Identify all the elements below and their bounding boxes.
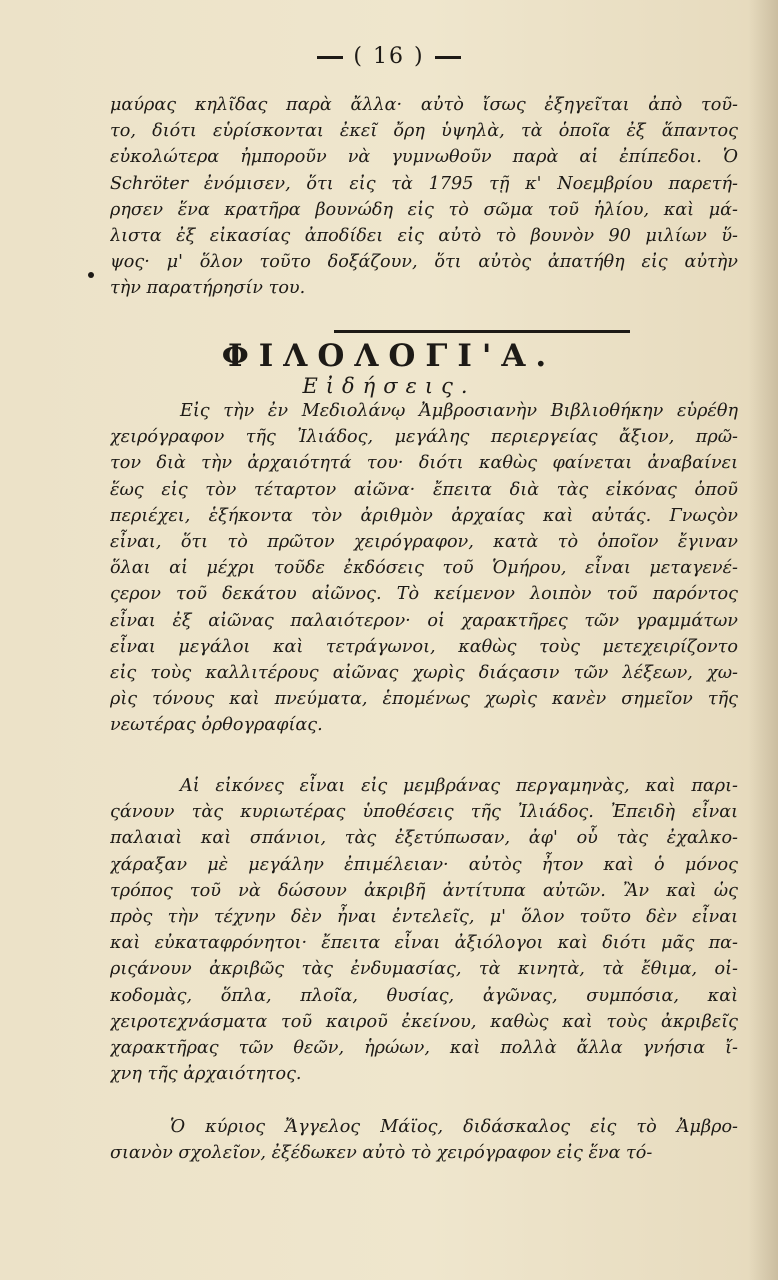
text-line: εἶναι ἐξ αἰῶνας παλαιότερον· οἱ χαρακτῆρες τῶν γραμμάτων xyxy=(110,610,738,631)
section-rule xyxy=(334,330,630,333)
text-line: πρὸς τὴν τέχνην δὲν ἦναι ἐντελεῖς, μ' ὅλον τοῦτο δὲν εἶναι xyxy=(110,907,738,928)
text-line: εὐκολώτερα ἠμποροῦν νὰ γυμνωθοῦν παρὰ αἱ ἐπίπεδοι. Ὁ xyxy=(110,147,738,168)
page-header xyxy=(0,44,778,69)
text-line: χάραξαν μὲ μεγάλην ἐπιμέλειαν· αὐτὸς ἦτον καὶ ὁ μόνος xyxy=(110,854,738,875)
text-line: εἰς τοὺς καλλιτέρους αἰῶνας χωρὶς διάςασιν τῶν λέξεων, χω- xyxy=(110,663,738,684)
text-line: Ὁ κύριος Ἄγγελος Μάϊος, διδάσκαλος εἰς τὸ Ἀμβρο- xyxy=(170,1117,738,1137)
text-line: περιέχει, ἑξήκοντα τὸν ἀριθμὸν ἀρχαίας καὶ αὐτάς. Γνωςὸν xyxy=(110,505,738,526)
text-line: εἶναι, ὅτι τὸ πρῶτον χειρόγραφον, κατὰ τὸ ὁποῖον ἔγιναν xyxy=(110,532,738,553)
text-line: Εἰς τὴν ἐν Μεδιολάνῳ Ἀμβροσιανὴν Βιβλιοθήκην εὑρέθη xyxy=(180,401,738,421)
text-line: παλαιαὶ καὶ σπάνιοι, τὰς ἐξετύπωσαν, ἀφ' οὗ τὰς ἐχαλκο- xyxy=(110,828,738,849)
text-line: νεωτέρας ὀρθογραφίας. xyxy=(110,715,323,736)
margin-mark xyxy=(88,272,94,278)
text-line: εἶναι μεγάλοι καὶ τετράγωνοι, καθὼς τοὺς μετεχειρίζοντο xyxy=(110,636,738,657)
text-line: μαύρας κηλῖδας παρὰ ἄλλα· αὐτὸ ἴσως ἐξηγεῖται ἀπὸ τοῦ- xyxy=(110,95,738,115)
text-line: ρὶς τόνους καὶ πνεύματα, ἑπομένως χωρὶς κανὲν σημεῖον τῆς xyxy=(110,689,738,710)
text-line: σιανὸν σχολεῖον, ἐξέδωκεν αὐτὸ τὸ χειρόγραφον εἰς ἕνα τό- xyxy=(110,1143,653,1164)
text-line: τὴν παρατήρησίν του. xyxy=(110,278,306,299)
text-line: ἕως εἰς τὸν τέταρτον αἰῶνα· ἔπειτα διὰ τὰς εἰκόνας ὁποῦ xyxy=(110,479,738,500)
paragraph-images xyxy=(110,773,738,1087)
left-dash xyxy=(317,56,343,59)
section-title: ΦΙΛΟΛΟΓΙ'Α. xyxy=(221,338,557,374)
text-line: χειρόγραφον τῆς Ἰλιάδος, μεγάλης περιεργείας ἄξιον, πρῶ- xyxy=(110,427,738,448)
text-line: Schröter ἐνόμισεν, ὅτι εἰς τὰ 1795 τῇ κ' Νοεμβρίου παρετή- xyxy=(110,173,738,194)
paragraph-editor xyxy=(110,1114,738,1166)
text-line: χαρακτῆρας τῶν θεῶν, ἡρώων, καὶ πολλὰ ἄλλα γνήσια ἴ- xyxy=(110,1038,738,1059)
text-line: χειροτεχνάσματα τοῦ καιροῦ ἐκείνου, καθὼς καὶ τοὺς ἀκριβεῖς xyxy=(110,1011,738,1032)
text-line: λιστα ἐξ εἰκασίας ἀποδίδει εἰς αὐτὸ τὸ βουνὸν 90 μιλίων ὕ- xyxy=(110,226,738,247)
text-line: ὅλαι αἱ μέχρι τοῦδε ἐκδόσεις τοῦ Ὁμήρου, εἶναι μεταγενέ- xyxy=(110,558,738,579)
text-line: ρησεν ἕνα κρατῆρα βουνώδη εἰς τὸ σῶμα τοῦ ἡλίου, καὶ μά- xyxy=(110,199,738,220)
paragraph-manuscript xyxy=(110,398,738,739)
text-line: ριςάνουν ἀκριβῶς τὰς ἐνδυμασίας, τὰ κινητὰ, τὰ ἔθιμα, οἰ- xyxy=(110,959,738,980)
text-line: Αἱ εἰκόνες εἶναι εἰς μεμβράνας περγαμηνὰς, καὶ παρι- xyxy=(180,776,738,796)
text-line: το, διότι εὑρίσκονται ἐκεῖ ὄρη ὑψηλὰ, τὰ ὁποῖα ἐξ ἅπαντος xyxy=(110,121,738,142)
text-line: τρόπος τοῦ νὰ δώσουν ἀκριβῆ ἀντίτυπα αὐτῶν. Ἂν καὶ ὡς xyxy=(110,880,738,901)
section-subtitle: Εἰδήσεις. xyxy=(302,374,476,398)
right-dash xyxy=(435,56,461,59)
text-line: καὶ εὐκαταφρόνητοι· ἔπειτα εἶναι ἀξιόλογοι καὶ διότι μᾶς πα- xyxy=(110,933,738,954)
text-line: κοδομὰς, ὅπλα, πλοῖα, θυσίας, ἀγῶνας, συμπόσια, καὶ xyxy=(110,985,738,1006)
text-line: ψος· μ' ὅλον τοῦτο δοξάζουν, ὅτι αὐτὸς ἀπατήθη εἰς αὐτὴν xyxy=(110,252,738,273)
text-line: τον διὰ τὴν ἀρχαιότητά του· διότι καθὼς φαίνεται ἀναβαίνει xyxy=(110,453,738,474)
page-number: ( 16 ) xyxy=(353,44,425,69)
text-line: ςάνουν τὰς κυριωτέρας ὑποθέσεις τῆς Ἰλιάδος. Ἐπειδὴ εἶναι xyxy=(110,802,738,823)
text-line: ςερον τοῦ δεκάτου αἰῶνος. Τὸ κείμενον λοιπὸν τοῦ παρόντος xyxy=(110,584,738,605)
paragraph-continued xyxy=(110,92,738,302)
text-line: χνη τῆς ἀρχαιότητος. xyxy=(110,1064,302,1085)
